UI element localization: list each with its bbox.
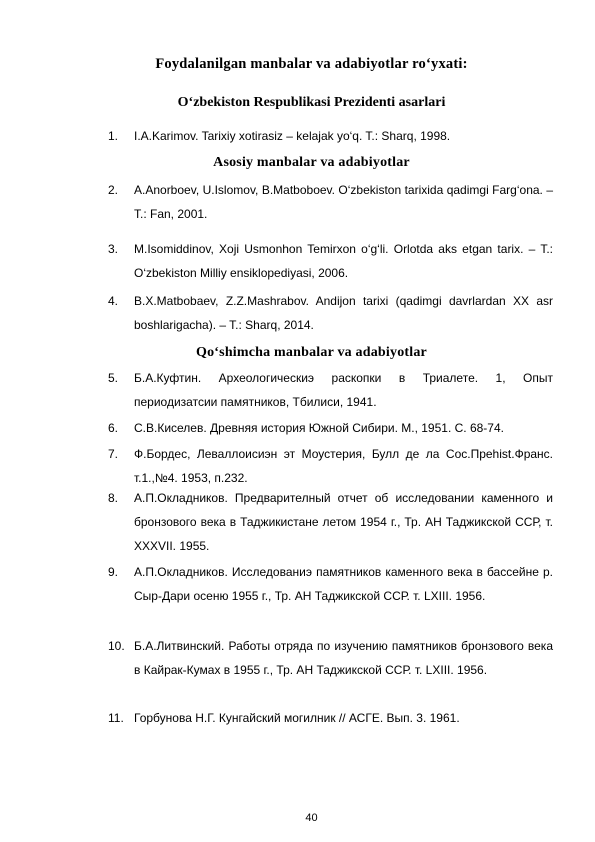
list-item-number: 11. [108,711,124,725]
list-item-text: А.П.Окладников. Исследованиэ памятников каменного века в бассейне р. Сыр-Дари осеню 1955 г., Тр. АН Таджикской ССР. т. LXIII. 1956. [134,565,553,603]
list-item-number: 10. [108,639,125,653]
list-item-number: 8. [108,491,119,505]
list-item-text: С.В.Киселев. Древняя история Южной Сибири. М., 1951. С. 68-74. [134,421,504,435]
list-item-number: 5. [108,371,119,385]
list-item-number: 6. [108,421,119,435]
page-number: 40 [305,812,318,824]
list-item-text: A.Anorboev, U.Islomov, B.Matboboev. O‘zbekiston tarixida qadimgi Farg‘ona. – T.: Fan, 2001. [134,183,553,221]
list-item-number: 2. [108,183,119,197]
list-item-text: M.Isomiddinov, Xoji Usmonhon Temirxon o‘g‘li. Orlotda aks etgan tarix. – T.: O‘zbekiston Milliy ensiklopediyasi, 2006. [134,242,553,280]
list-item-text: Б.А.Куфтин. Археологическиэ раскопки в Триалете. 1, Опыт периодизатсии памятников, Тбилиси, 1941. [134,371,553,409]
page-title: Foydalanilgan manbalar va adabiyotlar ro‘yxati: [155,56,468,72]
list-item-text: B.X.Matbobaev, Z.Z.Mashrabov. Andijon tarixi (qadimgi davrlardan XX asr boshlarigacha). – T.: Sharq, 2014. [134,294,553,332]
section-heading-presidential: O‘zbekiston Respublikasi Prezidenti asarlari [177,95,446,110]
list-item-text: I.A.Karimov. Tarixiy xotirasiz – kelajak yo‘q. T.: Sharq, 1998. [134,129,451,143]
section-heading-main: Asosiy manbalar va adabiyotlar [213,155,410,170]
list-item-text: Ф.Бордес, Леваллоисиэн эт Моустерия, Булл де ла Сос.Прehist.Франс. т.1.,№4. 1953, п.232. [134,447,553,485]
list-item-number: 1. [108,129,119,143]
list-item-number: 4. [108,294,119,308]
list-item-number: 7. [108,447,119,461]
list-item-text: Горбунова Н.Г. Кунгайский могилник // АСГЕ. Вып. 3. 1961. [134,711,460,725]
list-item-number: 3. [108,242,119,256]
section-heading-additional: Qo‘shimcha manbalar va adabiyotlar [196,345,427,360]
list-item-number: 9. [108,565,119,579]
list-item-text: Б.А.Литвинский. Работы отряда по изучению памятников бронзового века в Кайрак-Кумах в 1955 г., Тр. АН Таджикской ССР. т. LXIII. 1956. [134,639,553,677]
list-item-text: А.П.Окладников. Предварителный отчет об исследовании каменного и бронзового века в Таджикистане летом 1954 г., Тр. АН Таджикской ССР, т. XXXVII. 1955. [134,491,553,553]
